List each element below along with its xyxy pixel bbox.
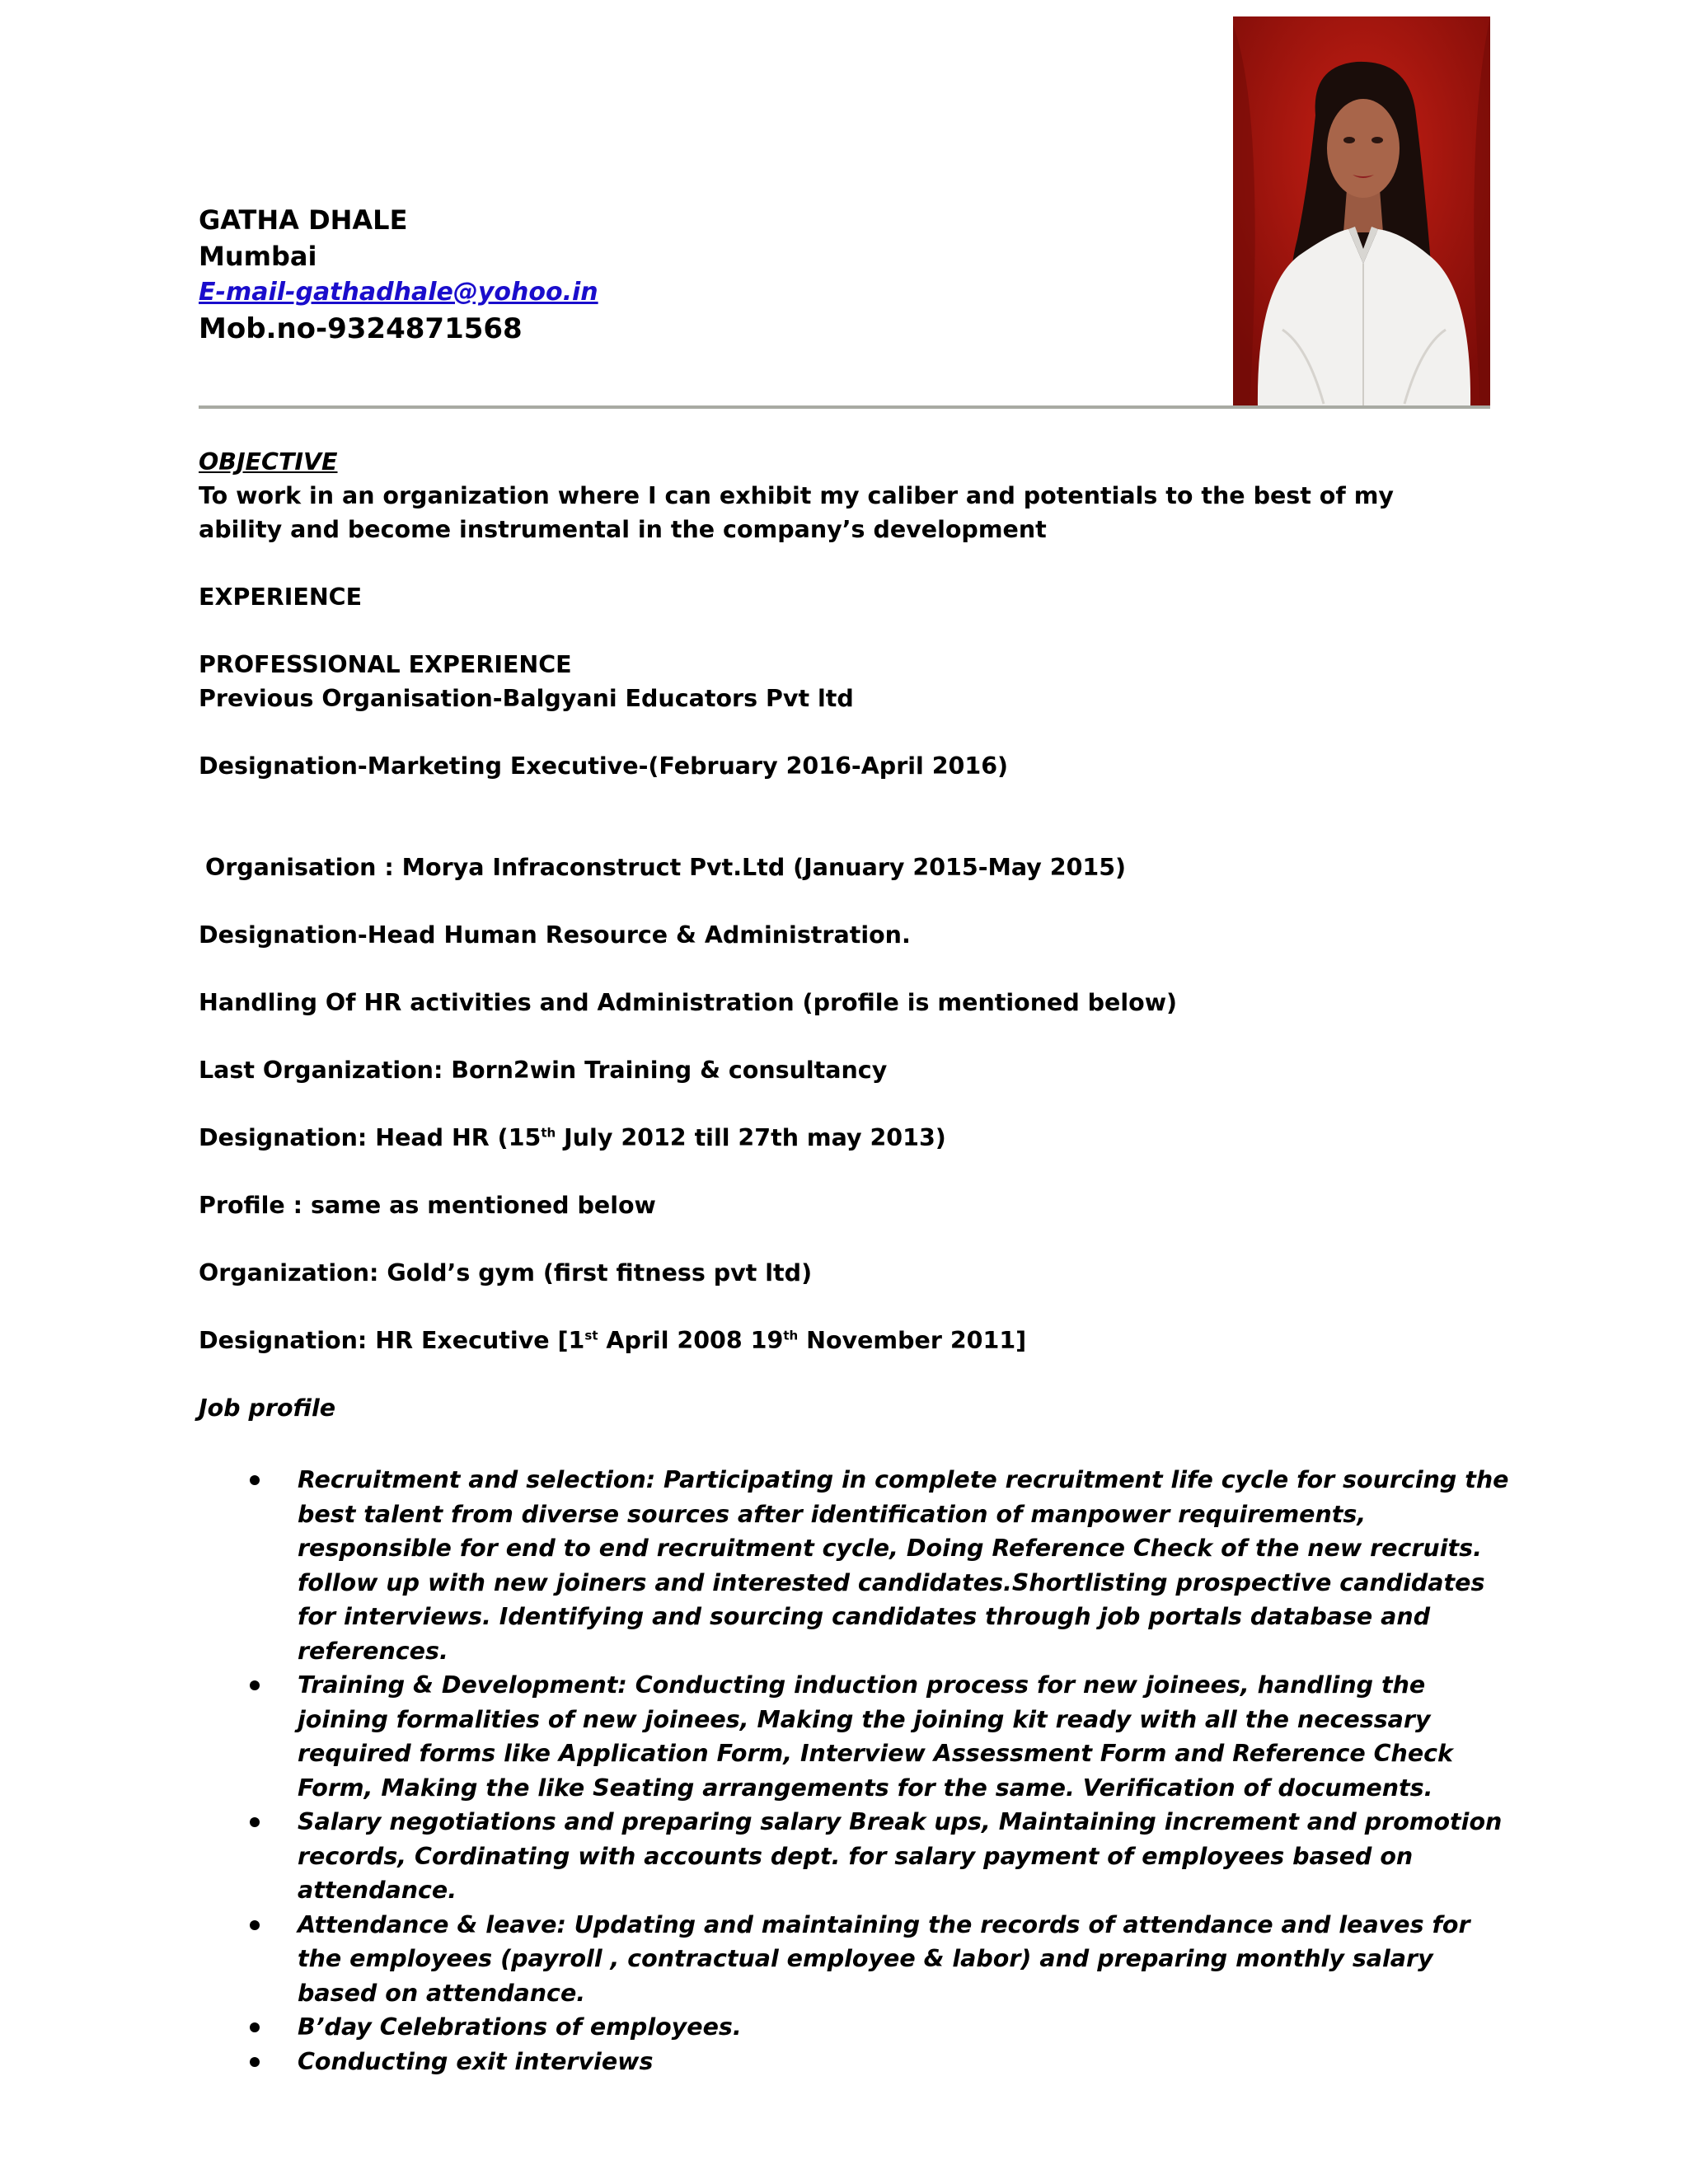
resume-body	[199, 445, 1509, 2079]
list-item	[199, 1668, 1509, 1805]
contact-header	[199, 202, 1146, 347]
organization-golds-gym: Organization: Gold’s gym (first fitness pvt ltd)	[199, 1259, 813, 1286]
candidate-city: Mumbai	[199, 241, 317, 272]
email-link[interactable]: E-mail-gathadhale@yohoo.in	[199, 278, 598, 307]
job-profile-list	[199, 1463, 1509, 2079]
designation-hr-executive	[199, 1324, 1501, 1357]
designation-head-hr-start: Designation: Head HR (15	[199, 1124, 542, 1151]
list-item-text: Training & Development: Conducting induction process for new joinees, handling the joining formalities of new joinees, Making the joining kit ready with all the necessary required forms like Application Form, Interview Assessment Form and Reference Check Form, Making the like Seating arrangements for the same. Verification of documents.	[298, 1671, 1454, 1802]
list-item-text: B’day Celebrations of employees.	[298, 2013, 742, 2041]
experience-heading: EXPERIENCE	[199, 583, 363, 611]
list-item-text: Recruitment and selection: Participating in complete recruitment life cycle for sourcing the best talent from diverse sources after identification of manpower requirements, responsible for end to end recruitment cycle, Doing Reference Check of the new recruits. follow up with new joiners and interested candidates.Shortlisting prospective candidates for interviews. Identifying and sourcing candidates through job portals database and references.	[298, 1466, 1509, 1665]
profile-photo	[1233, 16, 1490, 407]
profile-photo-illustration	[1233, 16, 1490, 407]
list-item-text: Salary negotiations and preparing salary Break ups, Maintaining increment and promotion records, Cordinating with accounts dept. for salary payment of employees based on attendance.	[298, 1808, 1503, 1904]
objective-text: To work in an organization where I can exhibit my caliber and potentials to the best of my ability and become instrumental in the company’s development	[199, 482, 1394, 543]
list-item	[199, 2045, 1509, 2079]
previous-organisation: Previous Organisation-Balgyani Educators Pvt ltd	[199, 685, 854, 712]
bullet-icon	[250, 1817, 260, 1827]
list-item-text: Attendance & leave: Updating and maintaining the records of attendance and leaves for the employees (payroll , contractual employee & labor) and preparing monthly salary based on attendance.	[298, 1910, 1470, 2007]
bullet-icon	[250, 2022, 260, 2032]
bullet-icon	[250, 2057, 260, 2067]
professional-experience-heading: PROFESSIONAL EXPERIENCE	[199, 651, 572, 678]
list-item	[199, 1805, 1509, 1908]
objective-heading: OBJECTIVE	[199, 448, 338, 476]
mobile-number: Mob.no-9324871568	[199, 312, 523, 345]
header-divider	[199, 405, 1490, 409]
designation-head-hr-end: July 2012 till 27th may 2013)	[556, 1124, 946, 1151]
list-item-text: Conducting exit interviews	[298, 2047, 654, 2075]
last-organization: Last Organization: Born2win Training & consultancy	[199, 1057, 888, 1084]
designation-hr-executive-part3: November 2011]	[798, 1327, 1027, 1354]
job-profile-heading: Job profile	[199, 1394, 336, 1422]
handling-hr-activities: Handling Of HR activities and Administration (profile is mentioned below)	[199, 989, 1178, 1016]
candidate-name: GATHA DHALE	[199, 204, 408, 236]
list-item	[199, 1908, 1509, 2011]
bullet-icon	[250, 1475, 260, 1485]
bullet-icon	[250, 1680, 260, 1690]
profile-note: Profile : same as mentioned below	[199, 1192, 656, 1219]
designation-hr-executive-part1: Designation: HR Executive [1	[199, 1327, 585, 1354]
list-item	[199, 2010, 1509, 2045]
bullet-icon	[250, 1920, 260, 1930]
designation-hr-executive-sup1: st	[584, 1328, 598, 1343]
designation-hr-executive-sup2: th	[783, 1328, 799, 1343]
designation-head-hr-sup: th	[541, 1125, 556, 1141]
organisation-morya: Organisation : Morya Infraconstruct Pvt.Ltd (January 2015-May 2015)	[205, 854, 1127, 881]
designation-marketing: Designation-Marketing Executive-(February 2016-April 2016)	[199, 752, 1009, 780]
designation-head-hr-admin: Designation-Head Human Resource & Administration.	[199, 921, 911, 949]
list-item	[199, 1463, 1509, 1668]
designation-head-hr	[199, 1121, 1501, 1155]
designation-hr-executive-part2: April 2008 19	[598, 1327, 784, 1354]
